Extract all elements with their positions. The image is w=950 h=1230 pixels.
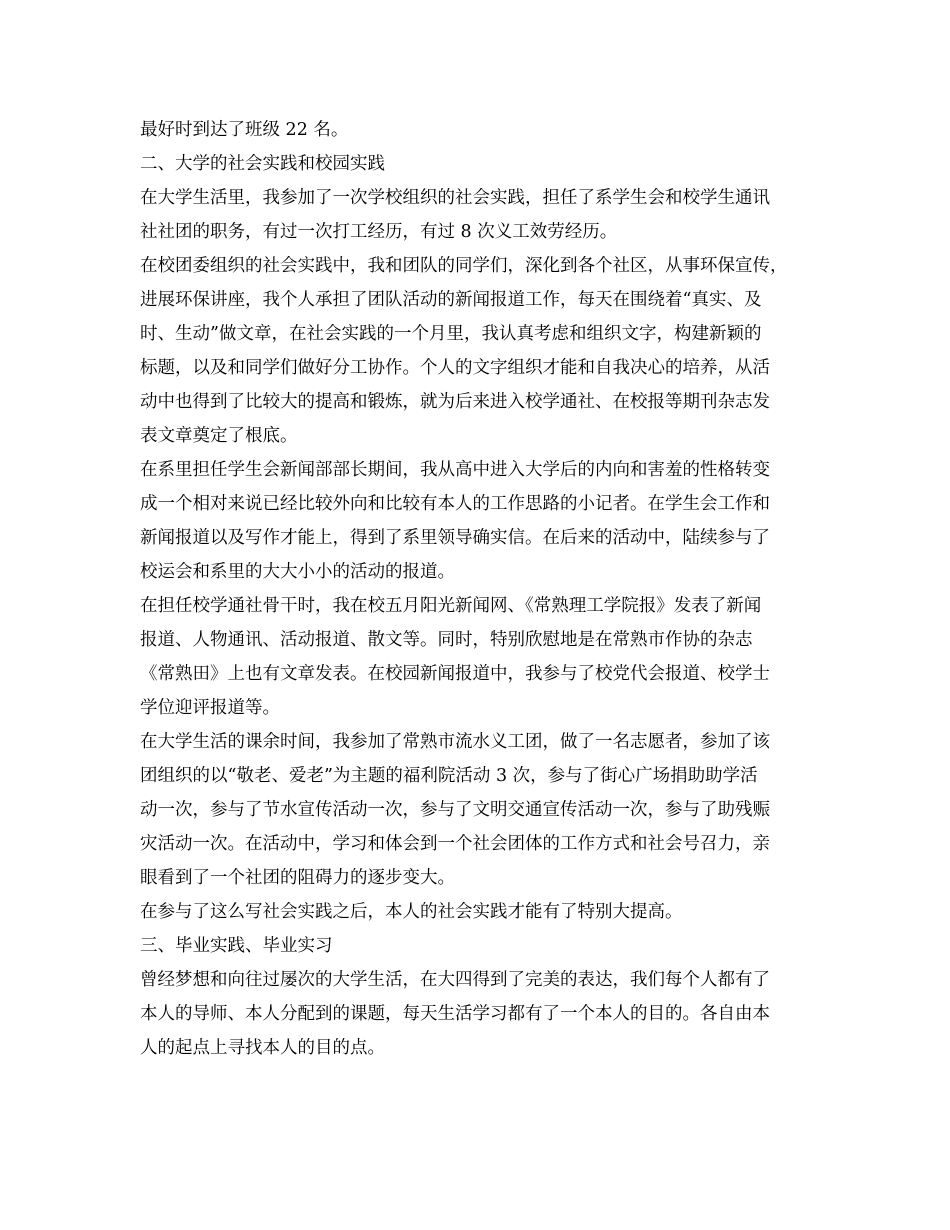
section-heading-2: 二、大学的社会实践和校园实践	[140, 154, 385, 174]
paragraph-line: 动中也得到了比较大的提高和锻炼，就为后来进入校学通社、在校报等期刊杂志发	[140, 392, 770, 412]
paragraph-line: 动一次，参与了节水宣传活动一次，参与了文明交通宣传活动一次，参与了助残赈	[140, 800, 770, 820]
paragraph-line: 在系里担任学生会新闻部部长期间，我从高中进入大学后的内向和害羞的性格转变	[140, 460, 770, 480]
paragraph-line: 本人的导师、本人分配到的课题，每天生活学习都有了一个本人的目的。各自由本	[140, 1004, 770, 1024]
paragraph-line: 在参与了这么写社会实践之后，本人的社会实践才能有了特别大提高。	[140, 902, 683, 922]
paragraph-line: 团组织的以“敬老、爱老”为主题的福利院活动 3 次，参与了街心广场捐助助学活	[140, 766, 758, 786]
paragraph-line: 灾活动一次。在活动中，学习和体会到一个社会团体的工作方式和社会号召力，亲	[140, 834, 770, 854]
paragraph-line: 时、生动”做文章，在社会实践的一个月里，我认真考虑和组织文字，构建新颖的	[140, 324, 762, 344]
paragraph-line: 在校团委组织的社会实践中，我和团队的同学们，深化到各个社区，从事环保宣传，	[140, 256, 788, 276]
paragraph-line: 曾经梦想和向往过屡次的大学生活，在大四得到了完美的表达，我们每个人都有了	[140, 970, 770, 990]
paragraph-line: 《常熟田》上也有文章发表。在校园新闻报道中，我参与了校党代会报道、校学士	[140, 664, 770, 684]
paragraph-line: 学位迎评报道等。	[140, 698, 280, 718]
paragraph-line: 社社团的职务，有过一次打工经历，有过 8 次义工效劳经历。	[140, 222, 618, 242]
paragraph-line: 成一个相对来说已经比较外向和比较有本人的工作思路的小记者。在学生会工作和	[140, 494, 770, 514]
paragraph-line: 在大学生活的课余时间，我参加了常熟市流水义工团，做了一名志愿者，参加了该	[140, 732, 770, 752]
paragraph-line: 校运会和系里的大大小小的活动的报道。	[140, 562, 455, 582]
paragraph-line: 在大学生活里，我参加了一次学校组织的社会实践，担任了系学生会和校学生通讯	[140, 188, 770, 208]
paragraph-line: 人的起点上寻找本人的目的点。	[140, 1038, 385, 1058]
paragraph-line: 眼看到了一个社团的阻碍力的逐步变大。	[140, 868, 455, 888]
text-line-continuation: 最好时到达了班级 22 名。	[140, 120, 349, 140]
paragraph-line: 标题，以及和同学们做好分工协作。个人的文字组织才能和自我决心的培养，从活	[140, 358, 770, 378]
paragraph-line: 报道、人物通讯、活动报道、散文等。同时，特别欣慰地是在常熟市作协的杂志	[140, 630, 753, 650]
paragraph-line: 表文章奠定了根底。	[140, 426, 298, 446]
paragraph-line: 进展环保讲座，我个人承担了团队活动的新闻报道工作，每天在围绕着“真实、及	[140, 290, 762, 310]
section-heading-3: 三、毕业实践、毕业实习	[140, 936, 333, 956]
paragraph-line: 在担任校学通社骨干时，我在校五月阳光新闻网、《常熟理工学院报》发表了新闻	[140, 596, 762, 616]
paragraph-line: 新闻报道以及写作才能上，得到了系里领导确实信。在后来的活动中，陆续参与了	[140, 528, 770, 548]
